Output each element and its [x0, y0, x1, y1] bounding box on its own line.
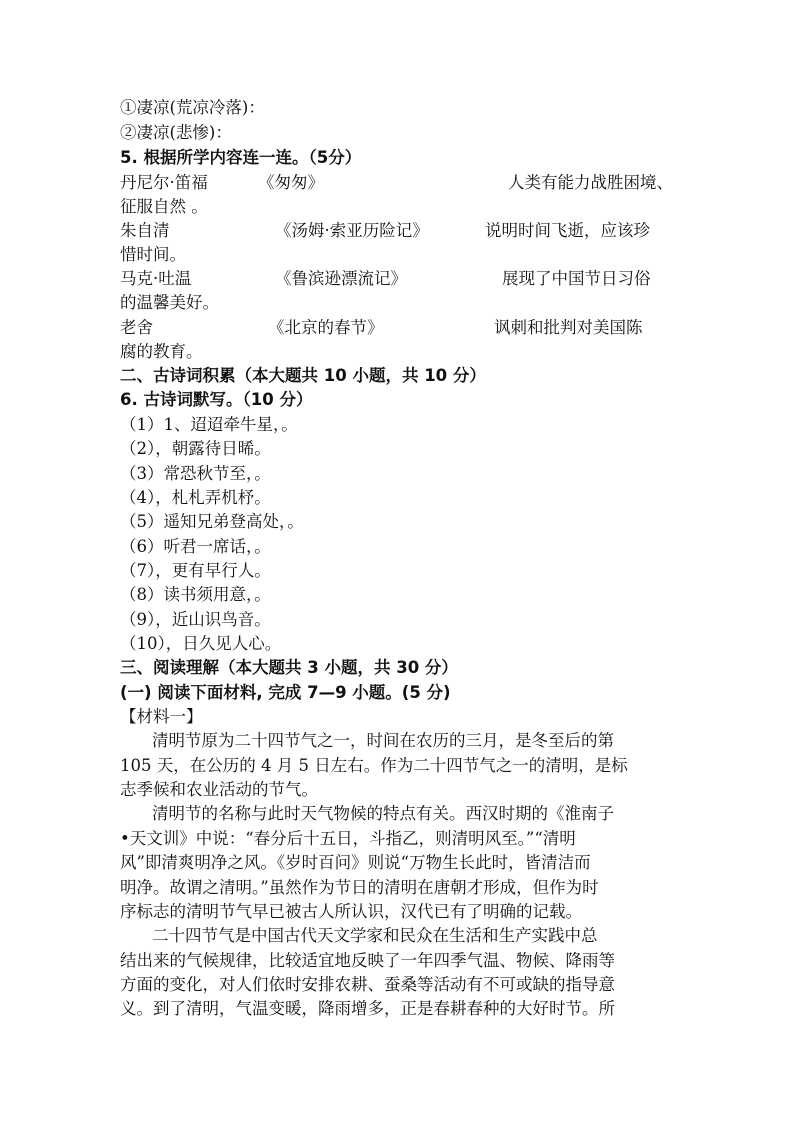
match-theme-tail: 的温馨美好。 — [120, 293, 219, 312]
match-theme-tail: 惜时间。 — [120, 245, 186, 264]
paragraph-line: 明净。故谓之清明。”虽然作为节日的清明在唐朝才形成，但作为时 — [120, 878, 599, 897]
paragraph-line: 义。到了清明，气温变暖，降雨增多，正是春耕春种的大好时节。所 — [120, 999, 615, 1018]
material-label: 【材料一】 — [120, 707, 203, 726]
paragraph-line: 方面的变化，对人们依时安排农耕、蚕桑等活动有不可或缺的指导意 — [120, 975, 615, 994]
poem-line-7: （7），更有早行人。 — [120, 561, 271, 580]
poem-line-5: （5）遥知兄弟登高处，。 — [120, 512, 304, 531]
poem-line-2: （2），朝露待日晞。 — [120, 439, 271, 458]
paragraph-line: 志季候和农业活动的节气。 — [120, 780, 318, 799]
paragraph-line: •天文训》中说：“春分后十五日，斗指乙，则清明风至。”“清明 — [120, 829, 576, 848]
match-author: 丹尼尔·笛福 — [120, 173, 208, 192]
answer-line-1: ①凄凉(荒凉冷落)： — [120, 98, 265, 117]
section-3-title: 三、阅读理解（本大题共 3 小题，共 30 分） — [120, 658, 458, 677]
match-work: 《北京的春节》 — [268, 318, 384, 337]
match-work: 《汤姆·索亚历险记》 — [275, 221, 429, 240]
paragraph-line: 二十四节气是中国古代天文学家和民众在生活和生产实践中总 — [152, 926, 598, 945]
poem-line-10: （10），日久见人心。 — [120, 634, 282, 653]
match-work: 《鲁滨逊漂流记》 — [275, 269, 407, 288]
paragraph-line: 105 天，在公历的 4 月 5 日左右。作为二十四节气之一的清明，是标 — [120, 756, 628, 775]
poem-line-3: （3）常恐秋节至，。 — [120, 464, 271, 483]
paragraph-line: 风”即清爽明净之风。《岁时百问》则说“万物生长此时，皆清洁而 — [120, 853, 591, 872]
match-theme: 展现了中国节日习俗 — [502, 269, 651, 288]
poem-line-1: （1）1、迢迢牵牛星，。 — [120, 415, 298, 434]
question-6-title: 6. 古诗词默写。（10 分） — [120, 390, 313, 409]
poem-line-9: （9），近山识鸟音。 — [120, 610, 271, 629]
match-work: 《匆匆》 — [258, 173, 324, 192]
match-author: 老舍 — [120, 318, 153, 337]
answer-line-2: ②凄凉(悲惨)： — [120, 123, 232, 142]
poem-line-8: （8）读书须用意，。 — [120, 585, 271, 604]
paragraph-line: 序标志的清明节气早已被古人所认识，汉代已有了明确的记载。 — [120, 902, 582, 921]
section-2-title: 二、古诗词积累（本大题共 10 小题，共 10 分） — [120, 366, 486, 385]
question-5-title: 5. 根据所学内容连一连。（5分） — [120, 148, 362, 167]
match-theme-tail: 征服自然 。 — [120, 197, 208, 216]
paragraph-line: 结出来的气候规律，比较适宜地反映了一年四季气温、物候、降雨等 — [120, 951, 615, 970]
poem-line-6: （6）听君一席话，。 — [120, 537, 271, 556]
match-author: 朱自清 — [120, 221, 170, 240]
match-theme: 讽刺和批判对美国陈 — [494, 318, 643, 337]
match-theme: 说明时间飞逝，应该珍 — [485, 221, 650, 240]
poem-line-4: （4），札札弄机杼。 — [120, 488, 271, 507]
part-1-title: (一) 阅读下面材料, 完成 7—9 小题。(5 分) — [120, 683, 451, 702]
paragraph-line: 清明节的名称与此时天气物候的特点有关。西汉时期的《淮南子 — [152, 804, 614, 823]
paragraph-line: 清明节原为二十四节气之一，时间在农历的三月，是冬至后的第 — [152, 731, 614, 750]
match-theme-tail: 腐的教育。 — [120, 342, 203, 361]
match-author: 马克·吐温 — [120, 269, 192, 288]
match-theme: 人类有能力战胜困境、 — [508, 173, 673, 192]
